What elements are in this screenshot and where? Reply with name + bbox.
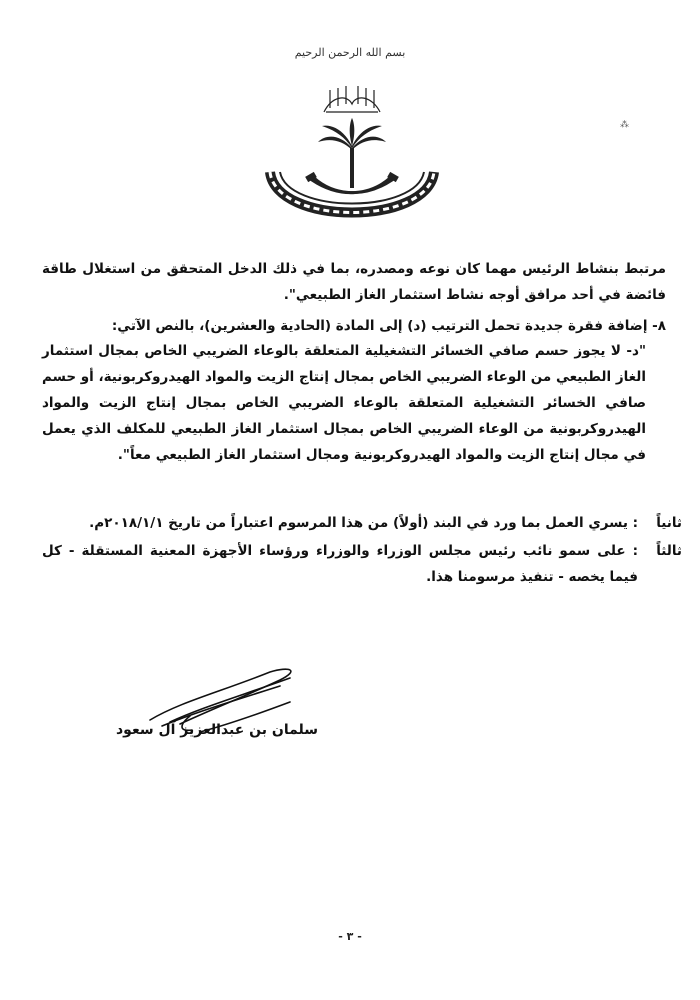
paragraph-clause-d: "د- لا يجوز حسم صافي الخسائر التشغيلية المتعلقة بالوعاء الضريبي الخاص بمجال استثمار الغاز الطبيعي من الوعاء الضريبي الخاص بمجال إنتاج الزيت والمواد الهيدروكربونية، أو حسم صافي الخسائر التشغيلية المتعلقة بالوعاء الضريبي الخاص بمجال إنتاج الزيت والمواد الهيدروكربونية من الوعاء الضريبي الخاص بمجال استثمار الغاز الطبيعي للمكلف الذي يعمل في مجال إنتاج الزيت والمواد الهيدروكربونية ومجال استثمار الغاز الطبيعي معاً". bbox=[42, 343, 646, 463]
clause-third-label: ثالثاً bbox=[656, 543, 682, 559]
basmala: بسم الله الرحمن الرحيم bbox=[294, 46, 406, 59]
clause-third-text: : على سمو نائب رئيس مجلس الوزراء والوزراء ورؤساء الأجهزة المعنية المستقلة - كل فيما يخصه - تنفيذ مرسومنا هذا. bbox=[42, 543, 638, 585]
page-number: - ٣ - bbox=[338, 930, 362, 943]
signer-name: سلمان بن عبدالعزيز آل سعود bbox=[115, 722, 318, 738]
clause-second-label: ثانياً bbox=[656, 515, 682, 531]
saudi-emblem-logo bbox=[252, 76, 452, 246]
margin-mark: ⁂ bbox=[620, 120, 629, 130]
paragraph-item-8: ٨- إضافة فقرة جديدة تحمل الترتيب (د) إلى المادة (الحادية والعشرين)، بالنص الآتي: bbox=[111, 318, 666, 334]
clause-second-text: : يسري العمل بما ورد في البند (أولاً) من هذا المرسوم اعتباراً من تاريخ ٢٠١٨/١/١م. bbox=[89, 515, 638, 531]
paragraph-continued: مرتبط بنشاط الرئيس مهما كان نوعه ومصدره، بما في ذلك الدخل المتحقق من استغلال طاقة فائضة في أحد مرافق أوجه نشاط استثمار الغاز الطبيعي". bbox=[42, 261, 666, 303]
